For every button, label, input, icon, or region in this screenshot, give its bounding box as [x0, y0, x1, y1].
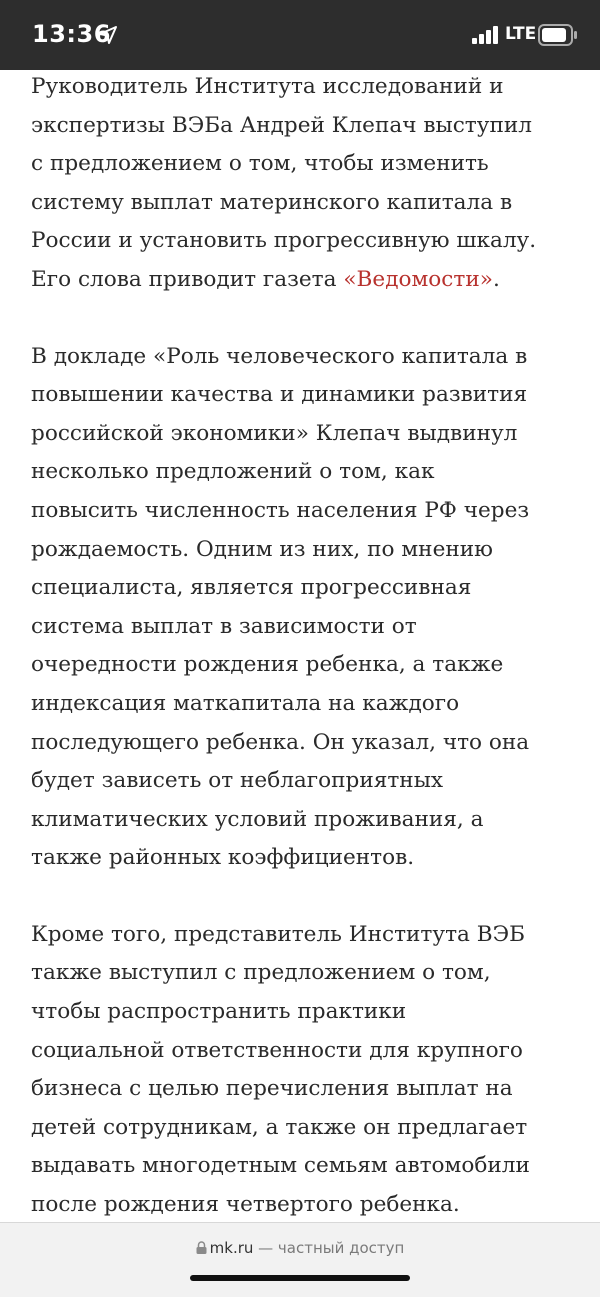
text-line: В докладе «Роль человеческого капитала в [31, 343, 528, 369]
text-line: специалиста, является прогрессивная [31, 575, 472, 601]
text-line: России и установить прогрессивную шкалу. [31, 228, 537, 254]
network-label: LTE [505, 24, 537, 44]
text-line: климатических условий проживания, а [31, 806, 484, 832]
text-line: несколько предложений о том, как [31, 459, 435, 485]
status-bar [0, 0, 600, 70]
text-line: система выплат в зависимости от [31, 613, 417, 639]
vedomosti-link[interactable]: «Ведомости» [343, 266, 493, 292]
text-fragment: . [492, 266, 500, 292]
home-indicator[interactable] [190, 1275, 410, 1281]
text-line: Руководитель Института исследований и [31, 74, 504, 99]
access-note: — частный доступ [253, 1239, 405, 1257]
text-line: российской экономики» Клепач выдвинул [31, 420, 518, 446]
article-paragraph-1 [31, 68, 581, 300]
text-fragment: Его слова приводит газета [31, 266, 344, 292]
location-arrow-icon [98, 25, 118, 45]
browser-bottom-bar [0, 1222, 600, 1297]
text-line: детей сотрудникам, а также он предлагает [31, 1114, 528, 1140]
signal-bars-icon [472, 26, 502, 44]
text-line: с предложением о том, чтобы изменить [31, 151, 489, 177]
text-line: бизнеса с целью перечисления выплат на [31, 1076, 513, 1102]
text-line: выдавать многодетным семьям автомобили [31, 1153, 530, 1179]
text-line: будет зависеть от неблагоприятных [31, 768, 444, 794]
text-line: последующего ребенка. Он указал, что она [31, 729, 530, 755]
text-line: чтобы распространить практики [31, 999, 407, 1025]
text-line: социальной ответственности для крупного [31, 1037, 523, 1063]
battery-icon [538, 24, 578, 46]
text-line: индексация маткапитала на каждого [31, 690, 460, 716]
text-line: экспертизы ВЭБа Андрей Клепач выступил [31, 112, 532, 138]
status-time: 13:36 [32, 20, 111, 48]
article-paragraph-2 [31, 338, 581, 878]
text-line: рождаемость. Одним из них, по мнению [31, 536, 493, 562]
text-line: повышении качества и динамики развития [31, 382, 528, 408]
text-line: после рождения четвертого ребенка. [31, 1192, 460, 1218]
text-line-with-link [31, 261, 581, 300]
text-line: очередности рождения ребенка, а также [31, 652, 504, 678]
site-domain: mk.ru [209, 1239, 254, 1257]
text-line: Кроме того, представитель Института ВЭБ [31, 921, 526, 947]
lock-icon [196, 1241, 207, 1254]
article-body [31, 68, 581, 1225]
article-paragraph-3 [31, 916, 581, 1225]
text-line: также выступил с предложением о том, [31, 960, 491, 986]
text-line: повысить численность населения РФ через [31, 497, 530, 523]
text-line: систему выплат материнского капитала в [31, 189, 513, 215]
text-line: также районных коэффициентов. [31, 845, 415, 871]
address-bar[interactable] [0, 1239, 600, 1257]
